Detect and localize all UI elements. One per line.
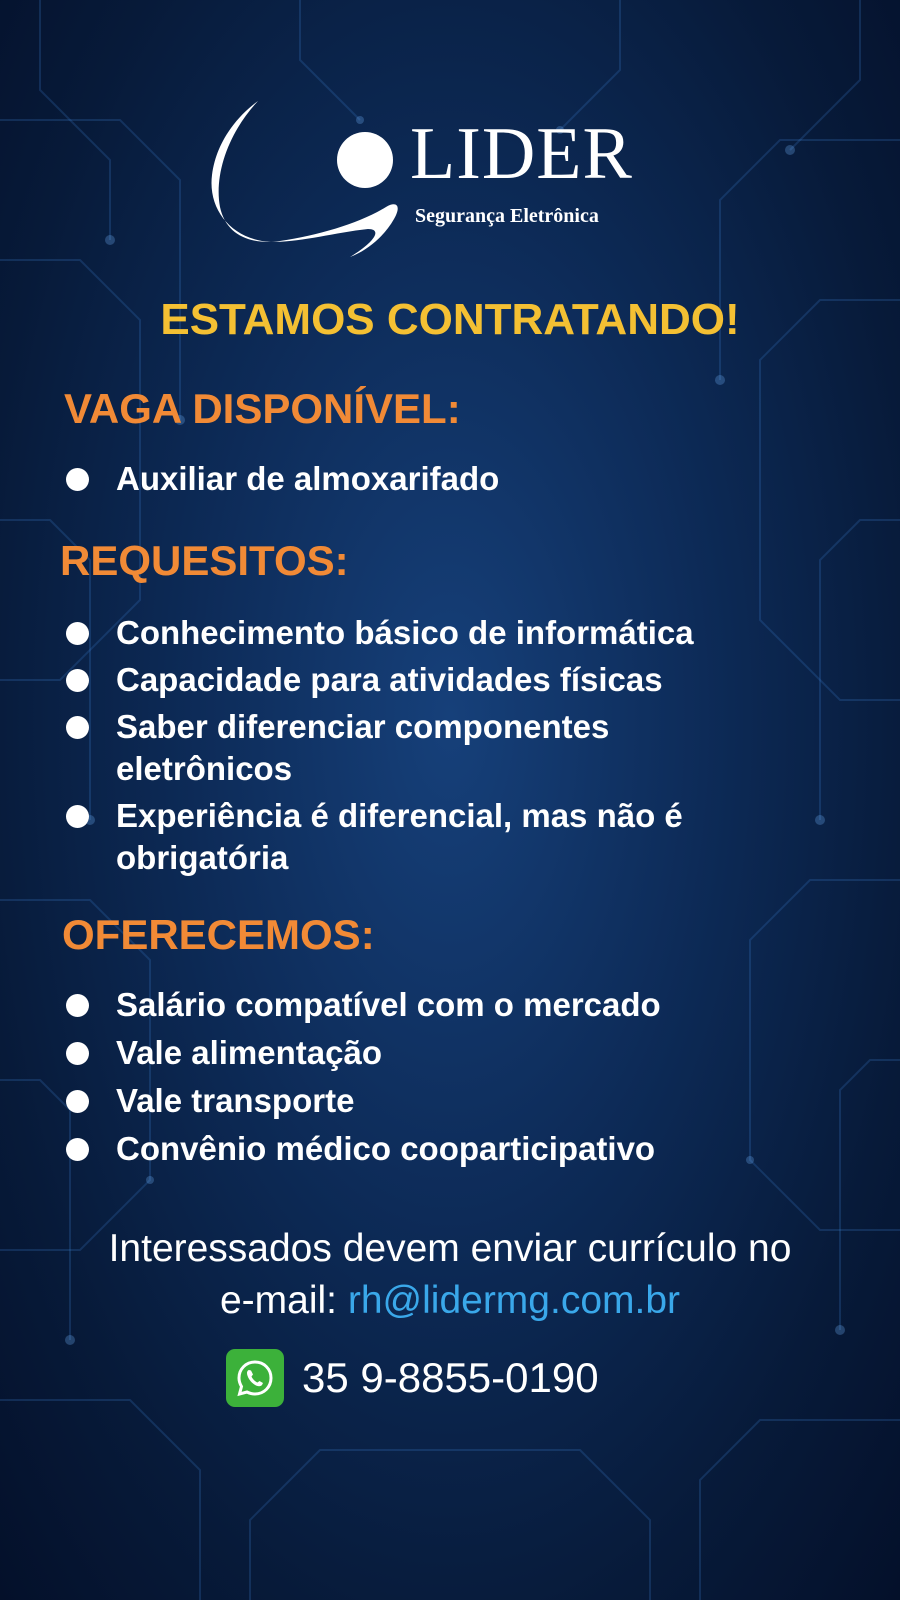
lider-logo-mark-icon	[210, 95, 410, 260]
list-item: Conhecimento básico de informática	[62, 612, 852, 654]
email-label: e-mail:	[219, 1279, 348, 1322]
requisitos-title: REQUESITOS:	[60, 537, 349, 584]
email-link[interactable]: rh@lidermg.com.br	[347, 1279, 681, 1322]
list-item: Auxiliar de almoxarifado	[62, 458, 862, 500]
vaga-title: VAGA DISPONÍVEL:	[64, 385, 461, 432]
hiring-headline: ESTAMOS CONTRATANDO!	[160, 295, 740, 344]
list-item: Saber diferenciar componentes eletrônicos	[62, 706, 716, 790]
oferecemos-title: OFERECEMOS:	[62, 911, 375, 958]
oferecemos-list	[62, 984, 862, 1176]
list-item: Convênio médico cooparticipativo	[62, 1128, 862, 1170]
logo-subtitle: Segurança Eletrônica	[415, 205, 599, 227]
list-item: Salário compatível com o mercado	[62, 984, 862, 1026]
contact-info	[0, 1223, 900, 1327]
requisitos-list	[62, 612, 852, 884]
list-item: Capacidade para atividades físicas	[62, 659, 852, 701]
list-item: Experiência é diferencial, mas não é obrigatória	[62, 795, 816, 879]
list-item: Vale alimentação	[62, 1032, 862, 1074]
whatsapp-icon[interactable]	[226, 1349, 284, 1407]
phone-contact[interactable]	[226, 1348, 599, 1408]
contact-line: Interessados devem enviar currículo no	[108, 1227, 792, 1270]
vaga-list	[62, 458, 862, 500]
contact-email-line	[0, 1275, 900, 1327]
phone-number: 35 9-8855-0190	[302, 1354, 599, 1401]
list-item: Vale transporte	[62, 1080, 862, 1122]
company-logo	[210, 95, 690, 265]
logo-wordmark: LIDER	[410, 113, 633, 195]
